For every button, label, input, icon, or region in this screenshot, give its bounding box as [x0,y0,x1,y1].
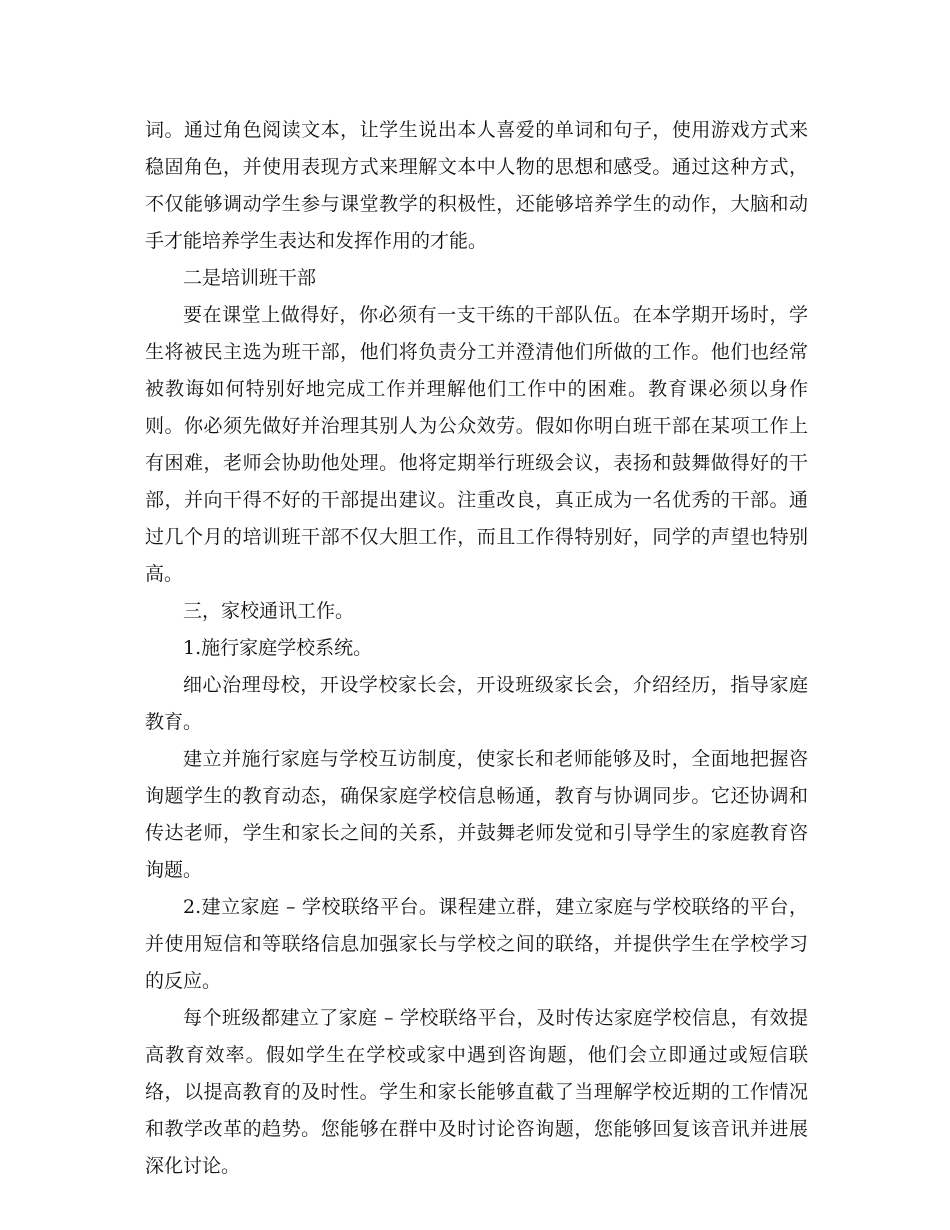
paragraph-class-platform: 每个班级都建立了家庭 – 学校联络平台，及时传达家庭学校信息，有效提高教育效率。假如学生在学校或家中遇到咨询题，他们会立即通过或短信联络，以提高教育的及时性。学生和家长能够直截了当理解学校近期的工作情况和教学改革的趋势。您能够在群中及时讨论咨询题，您能够回复该音讯并进展深化讨论。 [145,1007,808,1177]
paragraph-cadre-training: 要在课堂上做得好，你必须有一支干练的干部队伍。在本学期开场时，学生将被民主选为班干部，他们将负责分工并澄清他们所做的工作。他们也经常被教诲如何特别好地完成工作并理解他们工作中的困难。教育课必须以身作则。你必须先做好并治理其别人为公众效劳。假如你明白班干部在某项工作上有困难，老师会协助他处理。他将定期举行班级会议，表扬和鼓舞做得好的干部，并向干得不好的干部提出建议。注重改良，真正成为一名优秀的干部。通过几个月的培训班干部不仅大胆工作，而且工作得特别好，同学的声望也特别高。 [145,304,808,585]
paragraph-mutual-visits: 建立并施行家庭与学校互访制度，使家长和老师能够及时，全面地把握咨询题学生的教育动态，确保家庭学校信息畅通，教育与协调同步。它还协调和传达老师，学生和家长之间的关系，并鼓舞老师发觉和引导学生的家庭教育咨询题。 [145,748,808,881]
heading-train-class-cadres: 二是培训班干部 [183,267,317,289]
document-page [145,112,808,1185]
paragraph-parent-meetings: 细心治理母校，开设学校家长会，开设班级家长会，介绍经历，指导家庭教育。 [145,674,808,733]
paragraph-continuation: 词。通过角色阅读文本，让学生说出本人喜爱的单词和句子，使用游戏方式来稳固角色，并使用表现方式来理解文本中人物的思想和感受。通过这种方式，不仅能够调动学生参与课堂教学的积极性，还能够培养学生的动作，大脑和动手才能培养学生表达和发挥作用的才能。 [145,119,808,252]
paragraph-contact-platform: 2.建立家庭 – 学校联络平台。课程建立群，建立家庭与学校联络的平台，并使用短信和等联络信息加强家长与学校之间的联络，并提供学生在学校学习的反应。 [145,896,808,992]
heading-home-school-communication: 三，家校通讯工作。 [183,600,355,622]
heading-home-school-system: 1.施行家庭学校系统。 [183,637,373,659]
